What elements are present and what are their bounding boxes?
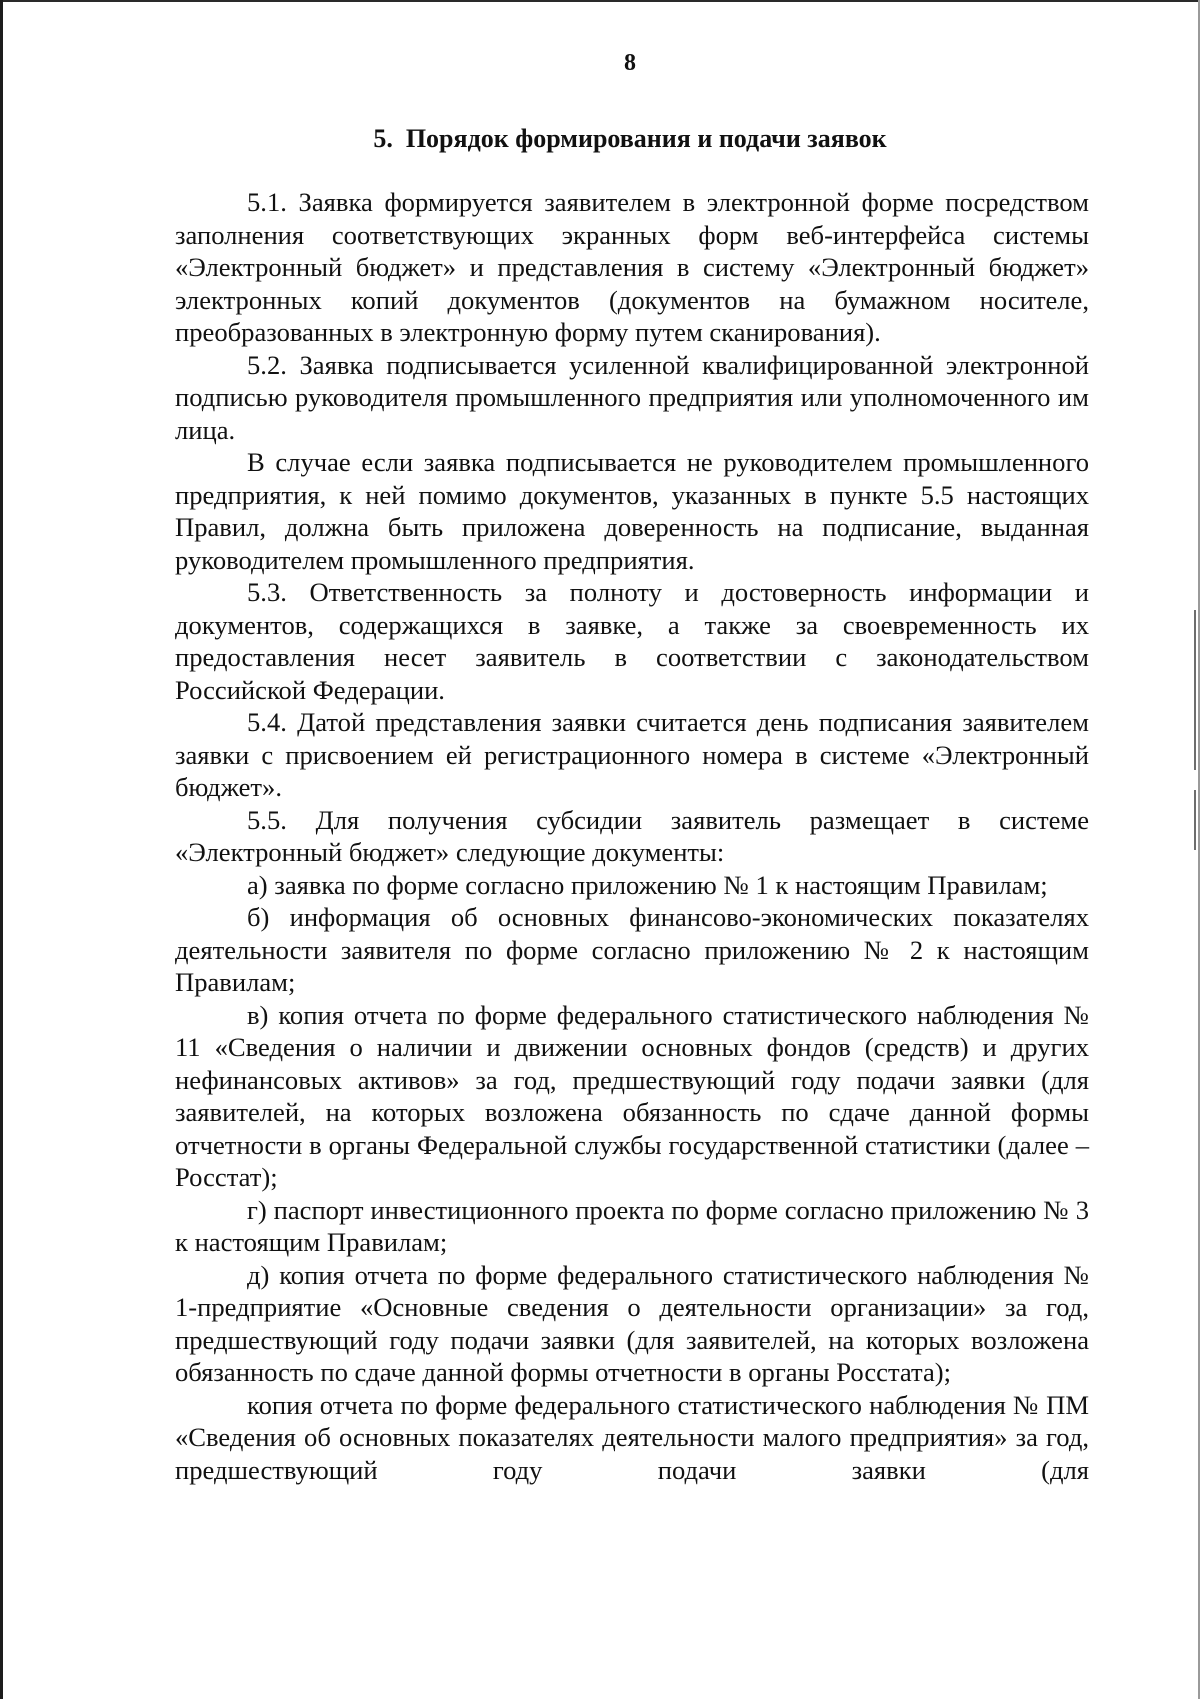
paragraph-5-5: 5.5. Для получения субсидии заявитель размещает в системе «Электронный бюджет» следующие документы: <box>175 804 1089 867</box>
paragraph-5-4: 5.4. Датой представления заявки считается день подписания заявителем заявки с присвоением ей регистрационного номера в системе «Электронный бюджет». <box>175 707 1089 802</box>
list-item-d: д) копия отчета по форме федерального статистического наблюдения № 1-предприятие «Основные сведения о деятельности организации» за год, предшествующий году подачи заявки (для заявителей, на которых возложена обязанность по сдаче данной формы отчетности в органы Росстата); <box>175 1259 1089 1387</box>
list-item-v: в) копия отчета по форме федерального статистического наблюдения № 11 «Сведения о наличии и движении основных фондов (средств) и других нефинансовых активов» за год, предшествующий году подачи заявки (для заявителей, на которых возложена обязанность по сдаче данной формы отчетности в органы Федеральной службы государственной статистики (далее – Росстат); <box>175 999 1089 1192</box>
page-number: 8 <box>624 50 636 76</box>
list-item-g: г) паспорт инвестиционного проекта по форме согласно приложению № 3 к настоящим Правилам; <box>175 1194 1089 1257</box>
paragraph-5-2: 5.2. Заявка подписывается усиленной квалифицированной электронной подписью руководителя промышленного предприятия или уполномоченного им лица. <box>175 349 1089 445</box>
scan-border-left <box>0 0 3 1699</box>
paragraph-5-3: 5.3. Ответственность за полноту и достоверность информации и документов, содержащихся в заявке, а также за своевременность их предоставления несет заявитель в соответствии с законодательством Российской Федерации. <box>175 577 1089 705</box>
scan-artifact-mark <box>1194 790 1196 850</box>
scan-artifact-mark <box>1194 610 1196 770</box>
paragraph-5-2-signing: В случае если заявка подписывается не руководителем промышленного предприятия, к ней помимо документов, указанных в пункте 5.5 настоящих Правил, должна быть приложена доверенность на подписание, выданная руководителем промышленного предприятия. <box>175 447 1089 575</box>
paragraph-pm-report: копия отчета по форме федерального статистического наблюдения № ПМ «Сведения об основных показателях деятельности малого предприятия» за год, предшествующий году подачи заявки (для <box>175 1389 1089 1485</box>
list-item-b: б) информация об основных финансово-экономических показателях деятельности заявителя по форме согласно приложению № 2 к настоящим Правилам; <box>175 902 1089 997</box>
list-item-a: а) заявка по форме согласно приложению № 1 к настоящим Правилам; <box>247 869 1048 900</box>
document-body <box>175 186 1089 1486</box>
paragraph-5-1: 5.1. Заявка формируется заявителем в электронной форме посредством заполнения соответствующих экранных форм веб-интерфейса системы «Электронный бюджет» и представления в систему «Электронный бюджет» электронных копий документов (документов на бумажном носителе, преобразованных в электронную форму путем сканирования). <box>175 187 1089 347</box>
section-title: 5. Порядок формирования и подачи заявок <box>373 124 887 153</box>
scan-border-top <box>0 0 1200 2</box>
